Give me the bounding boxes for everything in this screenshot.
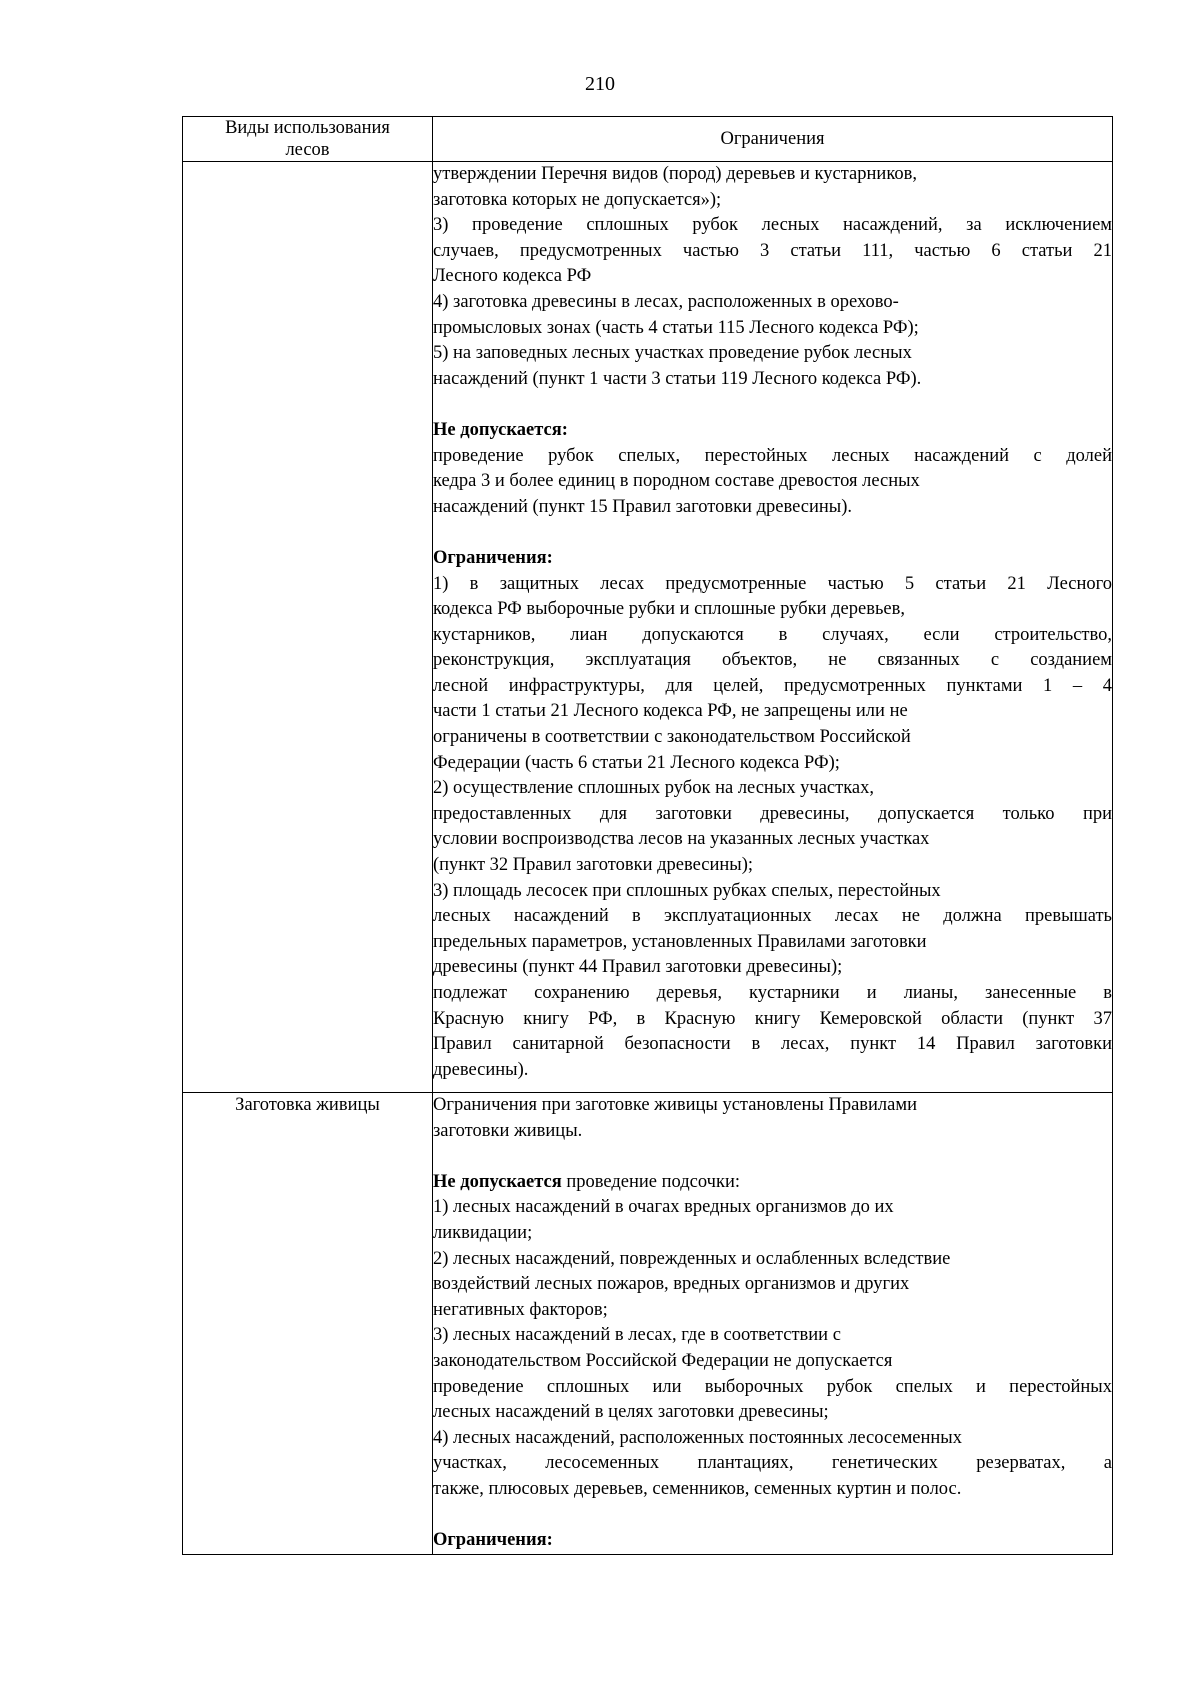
text-line: ликвидации; <box>433 1222 533 1243</box>
text-line: промысловых зонах (часть 4 статьи 115 Лесного кодекса РФ); <box>433 317 919 338</box>
text-line: кустарников, лиан допускаются в случаях, если строительство, <box>433 624 1112 645</box>
text-line: условии воспроизводства лесов на указанных лесных участках <box>433 829 930 850</box>
text-line: части 1 статьи 21 Лесного кодекса РФ, не запрещены или не <box>433 701 908 722</box>
section-heading: Ограничения: <box>433 1530 553 1551</box>
prohibition-block <box>433 418 1112 520</box>
text-line: законодательством Российской Федерации не допускается <box>433 1350 893 1371</box>
section-heading: Ограничения: <box>433 547 553 568</box>
text-line: 5) на заповедных лесных участках проведение рубок лесных <box>433 343 912 364</box>
text-line: насаждений (пункт 1 части 3 статьи 119 Лесного кодекса РФ). <box>433 368 922 389</box>
section-heading-rest: проведение подсочки: <box>561 1171 740 1192</box>
header-restrictions: Ограничения <box>433 117 1113 162</box>
text-line: 2) лесных насаждений, поврежденных и ослабленных вследствие <box>433 1248 951 1269</box>
text-line: предельных параметров, установленных Правилами заготовки <box>433 931 927 952</box>
prohibition-text <box>433 444 1112 521</box>
text-line: лесных насаждений в целях заготовки древесины; <box>433 1402 829 1423</box>
header-forest-use-types <box>183 117 433 162</box>
header-col1-line2: лесов <box>285 140 330 160</box>
text-line: участках, лесосеменных плантациях, генетических резерватах, а <box>433 1453 1112 1474</box>
restrictions-cell <box>433 162 1113 1093</box>
text-line: Лесного кодекса РФ <box>433 266 592 287</box>
text-line: также, плюсовых деревьев, семенников, семенных куртин и полос. <box>433 1478 962 1499</box>
text-line: заготовка которых не допускается»); <box>433 189 722 210</box>
text-line: 1) в защитных лесах предусмотренные частью 5 статьи 21 Лесного <box>433 573 1112 594</box>
text-line: воздействий лесных пожаров, вредных организмов и других <box>433 1274 910 1295</box>
restrictions-text <box>433 572 1112 1084</box>
text-line: кодекса РФ выборочные рубки и сплошные рубки деревьев, <box>433 599 905 620</box>
text-line: Федерации (часть 6 статьи 21 Лесного кодекса РФ); <box>433 752 840 773</box>
table-row <box>183 162 1113 1093</box>
section-heading-line <box>433 1170 1112 1196</box>
text-line: 4) заготовка древесины в лесах, расположенных в орехово- <box>433 291 899 312</box>
text-line: реконструкция, эксплуатация объектов, не связанных с созданием <box>433 650 1112 671</box>
text-line: 3) площадь лесосек при сплошных рубках спелых, перестойных <box>433 880 941 901</box>
text-line: утверждении Перечня видов (пород) деревьев и кустарников, <box>433 164 917 184</box>
restrictions-cell <box>433 1093 1113 1555</box>
text-line: подлежат сохранению деревья, кустарники и лианы, занесенные в <box>433 983 1112 1003</box>
restrictions-block <box>433 546 1112 1083</box>
text-line: 3) проведение сплошных рубок лесных насаждений, за исключением <box>433 215 1112 236</box>
text-line: Красную книгу РФ, в Красную книгу Кемеровской области (пункт 37 <box>433 1008 1112 1029</box>
page-number: 210 <box>585 73 615 95</box>
text-line: проведение сплошных или выборочных рубок спелых и перестойных <box>433 1376 1112 1397</box>
text-line: предоставленных для заготовки древесины, допускается только при <box>433 803 1112 824</box>
text-line: 4) лесных насаждений, расположенных постоянных лесосеменных <box>433 1427 962 1448</box>
prohibition-text <box>433 1195 1112 1502</box>
text-line: 2) осуществление сплошных рубок на лесных участках, <box>433 778 874 799</box>
intro-block <box>433 1093 1112 1144</box>
header-col1-line1: Виды использования <box>225 118 390 138</box>
text-line: негативных факторов; <box>433 1299 608 1320</box>
text-line: лесных насаждений в эксплуатационных лесах не должна превышать <box>433 906 1112 927</box>
forest-use-type-cell <box>183 162 433 1093</box>
text-line: 1) лесных насаждений в очагах вредных организмов до их <box>433 1197 894 1218</box>
text-line: 3) лесных насаждений в лесах, где в соответствии с <box>433 1325 841 1346</box>
list-block <box>433 162 1112 392</box>
text-line: (пункт 32 Правил заготовки древесины); <box>433 855 754 876</box>
text-line: Правил санитарной безопасности в лесах, пункт 14 Правил заготовки <box>433 1034 1112 1055</box>
text-line: случаев, предусмотренных частью 3 статьи 111, частью 6 статьи 21 <box>433 240 1112 261</box>
section-heading: Не допускается <box>433 1171 562 1192</box>
text-line: древесины). <box>433 1059 529 1080</box>
prohibition-block <box>433 1170 1112 1503</box>
text-line: кедра 3 и более единиц в породном составе древостоя лесных <box>433 471 920 492</box>
text-line: заготовки живицы. <box>433 1120 583 1141</box>
table-row <box>183 1093 1113 1555</box>
text-line: проведение рубок спелых, перестойных лесных насаждений с долей <box>433 445 1112 466</box>
text-line: древесины (пункт 44 Правил заготовки древесины); <box>433 957 843 978</box>
text-line: Ограничения при заготовке живицы установлены Правилами <box>433 1095 917 1115</box>
table-header-row <box>183 117 1113 162</box>
forest-use-restrictions-table <box>182 116 1113 1555</box>
text-line: ограничены в соответствии с законодательством Российской <box>433 727 911 748</box>
text-line: лесной инфраструктуры, для целей, предусмотренных пунктами 1 – 4 <box>433 675 1112 696</box>
section-heading: Не допускается: <box>433 419 568 440</box>
restrictions-block <box>433 1528 1112 1554</box>
text-line: насаждений (пункт 15 Правил заготовки древесины). <box>433 496 852 517</box>
forest-use-type-cell: Заготовка живицы <box>183 1093 433 1555</box>
